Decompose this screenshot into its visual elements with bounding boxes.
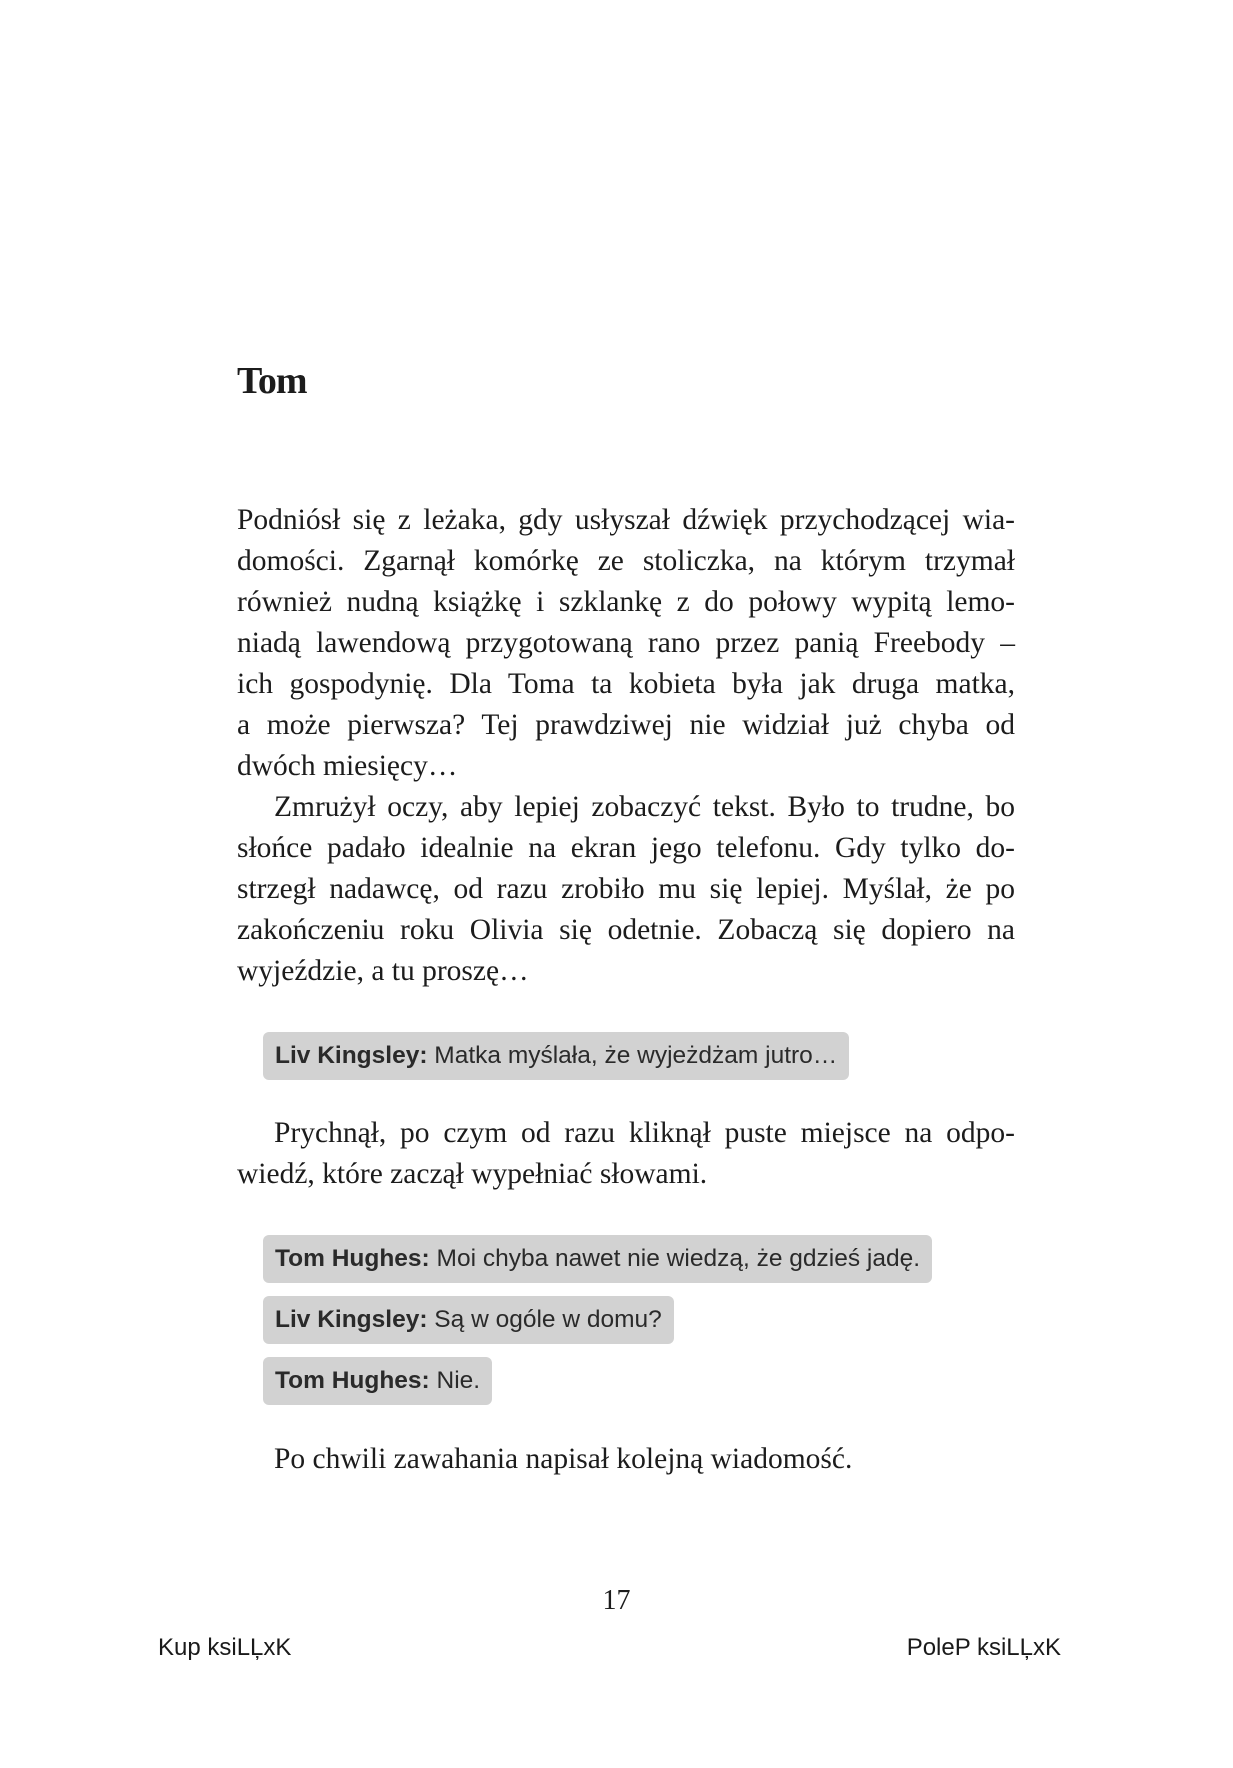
message-bubble <box>263 1357 492 1405</box>
message-sender: Tom Hughes: <box>275 1245 430 1272</box>
message-text: Matka myślała, że wyjeżdżam jutro… <box>434 1042 838 1069</box>
text-line: słońce padało idealnie na ekran jego telefonu. Gdy tylko do- <box>237 832 1015 864</box>
text-line: a może pierwsza? Tej prawdziwej nie widział już chyba od <box>237 709 1015 741</box>
message-bubble <box>263 1296 674 1344</box>
text-line: Podniósł się z leżaka, gdy usłyszał dźwięk przychodzącej wia- <box>237 504 1015 536</box>
message-sender: Liv Kingsley: <box>275 1306 428 1333</box>
text-line: domości. Zgarnął komórkę ze stoliczka, na którym trzymał <box>237 545 1015 577</box>
text-line: Prychnął, po czym od razu kliknął puste miejsce na odpo- <box>274 1117 1015 1149</box>
paragraph <box>237 1439 1015 1480</box>
message-bubble <box>263 1032 849 1080</box>
message-text: Są w ogóle w domu? <box>434 1306 662 1333</box>
text-line: Zmrużył oczy, aby lepiej zobaczyć tekst. Było to trudne, bo <box>274 791 1015 823</box>
buy-book-link[interactable]: Kup ksiLĻxK <box>158 1634 292 1661</box>
text-line: również nudną książkę i szklankę z do połowy wypitą lemo- <box>237 586 1015 618</box>
message-sender: Tom Hughes: <box>275 1367 430 1394</box>
text-line: Po chwili zawahania napisał kolejną wiadomość. <box>274 1443 853 1475</box>
text-line: wiedź, które zaczął wypełniać słowami. <box>237 1158 708 1190</box>
message-bubble <box>263 1235 932 1283</box>
page-number: 17 <box>602 1585 631 1616</box>
text-line: dwóch miesięcy… <box>237 750 458 782</box>
paragraph <box>237 787 1015 992</box>
paragraph <box>237 1113 1015 1195</box>
message-text: Moi chyba nawet nie wiedzą, że gdzieś jadę. <box>436 1245 920 1272</box>
text-line: wyjeździe, a tu proszę… <box>237 955 529 987</box>
message-sender: Liv Kingsley: <box>275 1042 428 1069</box>
paragraph <box>237 500 1015 787</box>
text-line: niadą lawendową przygotowaną rano przez panią Freebody – <box>237 627 1015 659</box>
text-line: zakończeniu roku Olivia się odetnie. Zobaczą się dopiero na <box>237 914 1015 946</box>
text-line: strzegł nadawcę, od razu zrobiło mu się lepiej. Myślał, że po <box>237 873 1015 905</box>
text-line: ich gospodynię. Dla Toma ta kobieta była jak druga matka, <box>237 668 1015 700</box>
message-text: Nie. <box>436 1367 481 1394</box>
recommend-book-link[interactable]: PoleP ksiLĻxK <box>906 1634 1061 1661</box>
chapter-title: Tom <box>237 360 307 403</box>
